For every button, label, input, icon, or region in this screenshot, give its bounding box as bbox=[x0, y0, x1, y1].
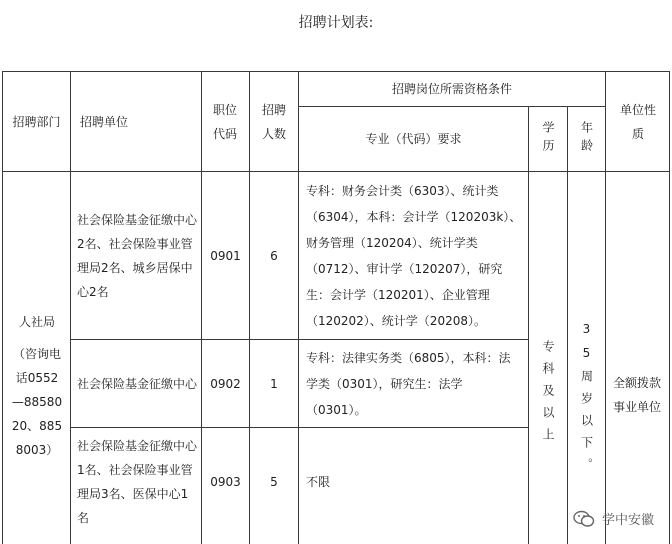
education-cell: 专科及以上 bbox=[541, 340, 555, 450]
header-position-code: 职位代码 bbox=[212, 102, 237, 141]
watermark-text: 学中安徽 bbox=[601, 513, 654, 528]
header-count: 招聘人数 bbox=[261, 102, 286, 141]
row-2-count: 1 bbox=[270, 376, 278, 391]
page-title: 招聘计划表: bbox=[298, 15, 374, 31]
header-department: 招聘部门 bbox=[12, 114, 61, 129]
header-major: 专业（代码）要求 bbox=[365, 132, 462, 146]
col-line-1 bbox=[70, 71, 71, 544]
row-3-unit: 社会保险基金征缴中心1名、社会保险事业管理局3名、医保中心1名 bbox=[77, 439, 197, 525]
header-requirements: 招聘岗位所需资格条件 bbox=[391, 82, 512, 96]
header-education: 学历 bbox=[541, 121, 555, 157]
row-3-major: 不限 bbox=[306, 475, 331, 489]
row-2-major: 专科：法律实务类（6805），本科：法学类（0301），研究生：法学（0301）。 bbox=[306, 350, 511, 417]
header-unit: 招聘单位 bbox=[80, 114, 129, 129]
row-2-unit: 社会保险基金征缴中心 bbox=[77, 376, 197, 391]
department-name: 人社局 bbox=[18, 315, 55, 329]
row-3-count: 5 bbox=[270, 475, 278, 489]
header-nature: 单位性质 bbox=[620, 102, 656, 141]
row-1-code: 0901 bbox=[210, 248, 241, 263]
department-cell bbox=[10, 310, 64, 490]
row-2-code: 0902 bbox=[210, 376, 241, 391]
row-1-unit: 社会保险基金征缴中心2名、社会保险事业管理局2名、城乡居保中心2名 bbox=[77, 212, 197, 299]
department-phone: （咨询电话0552—8858020、8858003） bbox=[11, 347, 63, 457]
header-age: 年龄 bbox=[579, 121, 594, 157]
nature-cell: 全额拨款事业单位 bbox=[612, 376, 661, 414]
col-line-8 bbox=[669, 71, 670, 544]
col-line-7 bbox=[605, 71, 606, 544]
wechat-icon bbox=[573, 510, 595, 528]
row-1-major: 专科：财务会计类（6303）、统计类（6304），本科：会计学（120203k）、财务管理（120204）、统计学类（0712）、审计学（120207），研究生：会计学（120201）、企业管理（120202）、统计学（20208）。 bbox=[306, 183, 522, 328]
watermark bbox=[573, 509, 654, 528]
row-1-count: 6 bbox=[270, 248, 278, 263]
row-3-code: 0903 bbox=[210, 475, 241, 489]
age-cell: 35周岁以下。 bbox=[579, 321, 594, 480]
